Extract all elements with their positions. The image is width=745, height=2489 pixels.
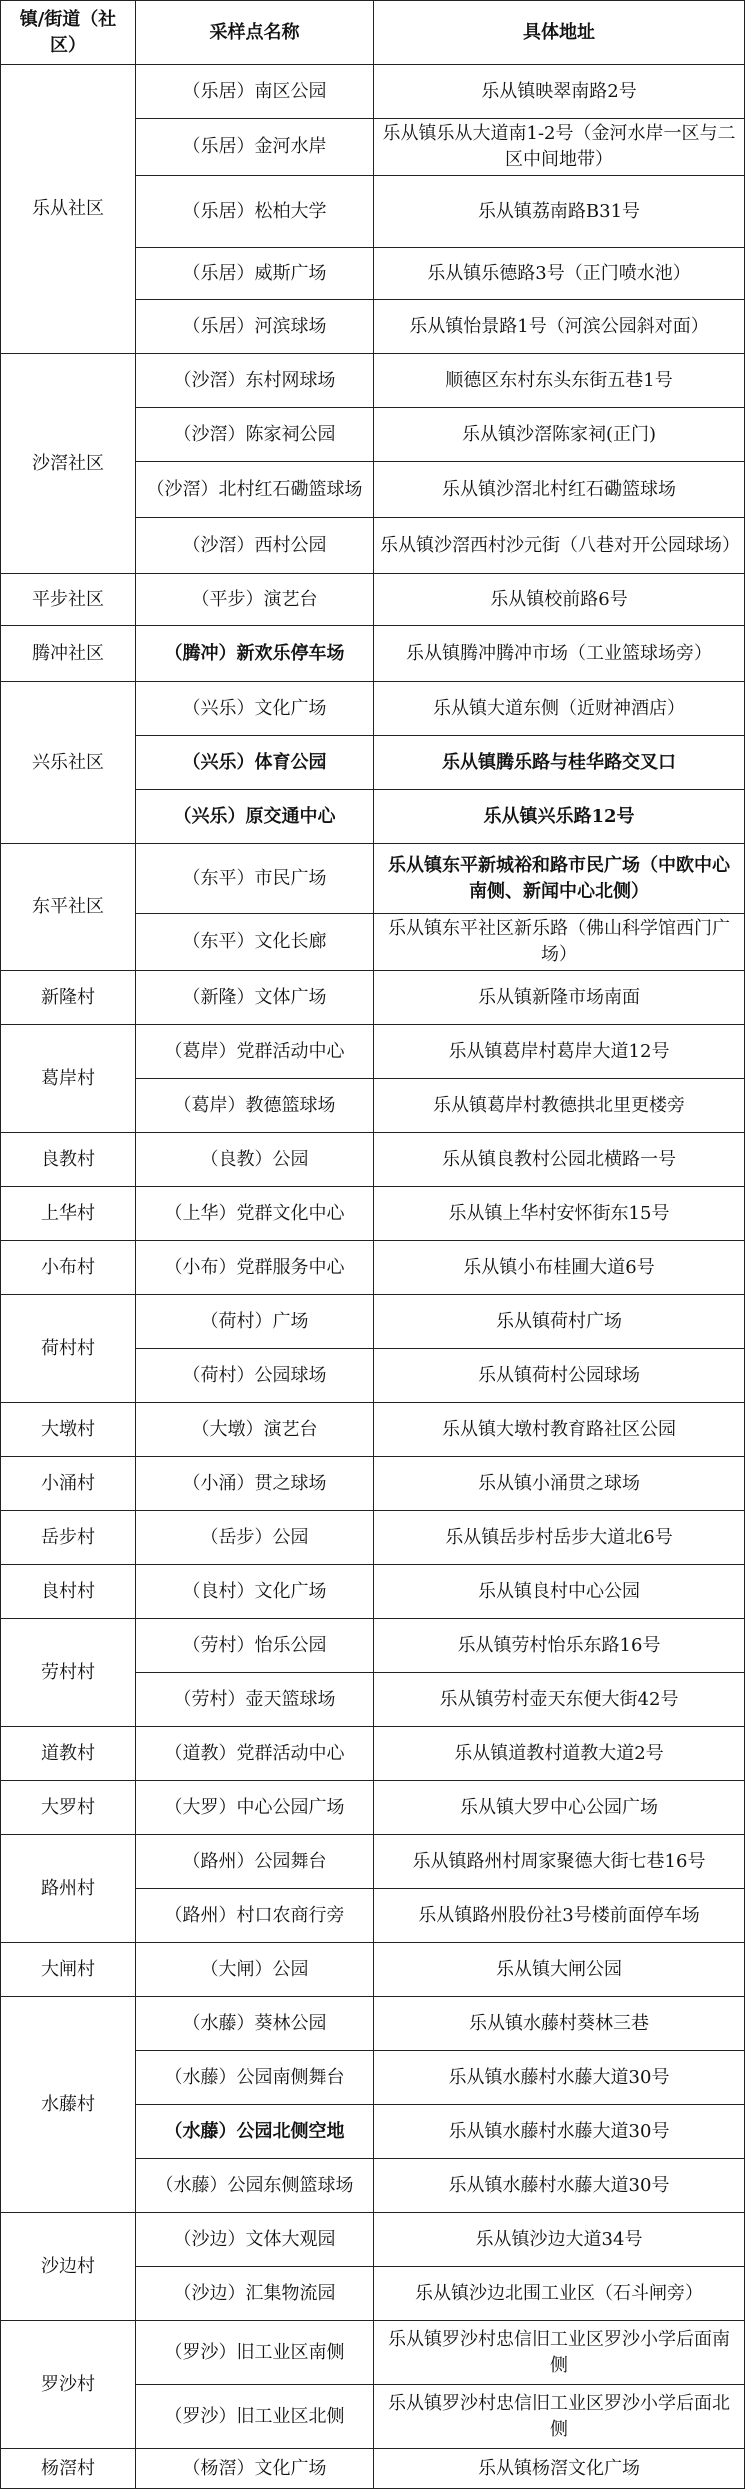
sample-name-cell: （兴乐）体育公园 bbox=[136, 736, 374, 790]
district-cell: 平步社区 bbox=[1, 574, 136, 626]
district-cell: 水藤村 bbox=[1, 1997, 136, 2213]
address-cell: 乐从镇路州村周家聚德大街七巷16号 bbox=[374, 1835, 745, 1889]
sample-name-cell: （水藤）葵林公园 bbox=[136, 1997, 374, 2051]
address-cell: 乐从镇映翠南路2号 bbox=[374, 65, 745, 119]
sample-name-cell: （杨滘）文化广场 bbox=[136, 2449, 374, 2489]
sample-name-cell: （上华）党群文化中心 bbox=[136, 1187, 374, 1241]
table-row bbox=[1, 1403, 745, 1457]
district-cell: 上华村 bbox=[1, 1187, 136, 1241]
address-cell: 乐从镇葛岸村教德拱北里更楼旁 bbox=[374, 1079, 745, 1133]
address-cell: 乐从镇岳步村岳步大道北6号 bbox=[374, 1511, 745, 1565]
table-row bbox=[1, 1565, 745, 1619]
address-cell: 乐从镇荷村公园球场 bbox=[374, 1349, 745, 1403]
table-row bbox=[1, 65, 745, 119]
header-district: 镇/街道（社区） bbox=[1, 1, 136, 65]
district-cell: 葛岸村 bbox=[1, 1025, 136, 1133]
address-cell: 乐从镇劳村壶天东便大街42号 bbox=[374, 1673, 745, 1727]
address-cell: 乐从镇罗沙村忠信旧工业区罗沙小学后面北侧 bbox=[374, 2385, 745, 2449]
district-cell: 岳步村 bbox=[1, 1511, 136, 1565]
sample-name-cell: （路州）公园舞台 bbox=[136, 1835, 374, 1889]
address-cell: 乐从镇小涌贯之球场 bbox=[374, 1457, 745, 1511]
address-cell: 顺德区东村东头东街五巷1号 bbox=[374, 354, 745, 408]
sample-name-cell: （葛岸）教德篮球场 bbox=[136, 1079, 374, 1133]
district-cell: 大闸村 bbox=[1, 1943, 136, 1997]
sample-name-cell: （路州）村口农商行旁 bbox=[136, 1889, 374, 1943]
table-row bbox=[1, 1835, 745, 1889]
address-cell: 乐从镇荷村广场 bbox=[374, 1295, 745, 1349]
sample-name-cell: （道教）党群活动中心 bbox=[136, 1727, 374, 1781]
header-sample: 采样点名称 bbox=[136, 1, 374, 65]
address-cell: 乐从镇新隆市场南面 bbox=[374, 971, 745, 1025]
address-cell: 乐从镇沙滘北村红石磡篮球场 bbox=[374, 462, 745, 518]
district-cell: 荷村村 bbox=[1, 1295, 136, 1403]
sample-name-cell: （大罗）中心公园广场 bbox=[136, 1781, 374, 1835]
sample-name-cell: （劳村）怡乐公园 bbox=[136, 1619, 374, 1673]
address-cell: 乐从镇大闸公园 bbox=[374, 1943, 745, 1997]
address-cell: 乐从镇腾乐路与桂华路交叉口 bbox=[374, 736, 745, 790]
district-cell: 沙边村 bbox=[1, 2213, 136, 2321]
address-cell: 乐从镇东平社区新乐路（佛山科学馆西门广场） bbox=[374, 914, 745, 971]
table-row bbox=[1, 2449, 745, 2489]
table-row bbox=[1, 1295, 745, 1349]
sample-name-cell: （兴乐）原交通中心 bbox=[136, 790, 374, 844]
table-row bbox=[1, 1997, 745, 2051]
sample-name-cell: （小布）党群服务中心 bbox=[136, 1241, 374, 1295]
address-cell: 乐从镇大罗中心公园广场 bbox=[374, 1781, 745, 1835]
table-row bbox=[1, 2321, 745, 2385]
district-cell: 新隆村 bbox=[1, 971, 136, 1025]
district-cell: 道教村 bbox=[1, 1727, 136, 1781]
address-cell: 乐从镇腾冲腾冲市场（工业篮球场旁） bbox=[374, 626, 745, 682]
address-cell: 乐从镇乐从大道南1-2号（金河水岸一区与二区中间地带） bbox=[374, 119, 745, 176]
table-row bbox=[1, 1241, 745, 1295]
district-cell: 大墩村 bbox=[1, 1403, 136, 1457]
sample-name-cell: （新隆）文体广场 bbox=[136, 971, 374, 1025]
address-cell: 乐从镇上华村安怀街东15号 bbox=[374, 1187, 745, 1241]
district-cell: 乐从社区 bbox=[1, 65, 136, 354]
address-cell: 乐从镇沙边北围工业区（石斗闸旁） bbox=[374, 2267, 745, 2321]
sample-name-cell: （水藤）公园南侧舞台 bbox=[136, 2051, 374, 2105]
address-cell: 乐从镇大墩村教育路社区公园 bbox=[374, 1403, 745, 1457]
sample-name-cell: （乐居）威斯广场 bbox=[136, 248, 374, 300]
table-row bbox=[1, 1727, 745, 1781]
address-cell: 乐从镇水藤村水藤大道30号 bbox=[374, 2159, 745, 2213]
sample-name-cell: （荷村）广场 bbox=[136, 1295, 374, 1349]
sample-name-cell: （乐居）松柏大学 bbox=[136, 176, 374, 248]
district-cell: 良教村 bbox=[1, 1133, 136, 1187]
address-cell: 乐从镇沙边大道34号 bbox=[374, 2213, 745, 2267]
district-cell: 小涌村 bbox=[1, 1457, 136, 1511]
address-cell: 乐从镇大道东侧（近财神酒店） bbox=[374, 682, 745, 736]
sample-name-cell: （沙滘）东村网球场 bbox=[136, 354, 374, 408]
address-cell: 乐从镇水藤村水藤大道30号 bbox=[374, 2051, 745, 2105]
sample-name-cell: （大墩）演艺台 bbox=[136, 1403, 374, 1457]
sample-name-cell: （罗沙）旧工业区北侧 bbox=[136, 2385, 374, 2449]
table-row bbox=[1, 1187, 745, 1241]
table-header-row bbox=[1, 1, 745, 65]
table-row bbox=[1, 354, 745, 408]
table-row bbox=[1, 682, 745, 736]
table-row bbox=[1, 971, 745, 1025]
address-cell: 乐从镇罗沙村忠信旧工业区罗沙小学后面南侧 bbox=[374, 2321, 745, 2385]
sample-name-cell: （劳村）壶天篮球场 bbox=[136, 1673, 374, 1727]
sample-name-cell: （沙边）文体大观园 bbox=[136, 2213, 374, 2267]
address-cell: 乐从镇杨滘文化广场 bbox=[374, 2449, 745, 2489]
sample-name-cell: （大闸）公园 bbox=[136, 1943, 374, 1997]
address-cell: 乐从镇道教村道教大道2号 bbox=[374, 1727, 745, 1781]
address-cell: 乐从镇荔南路B31号 bbox=[374, 176, 745, 248]
sample-name-cell: （东平）文化长廊 bbox=[136, 914, 374, 971]
address-cell: 乐从镇乐德路3号（正门喷水池） bbox=[374, 248, 745, 300]
sample-name-cell: （良教）公园 bbox=[136, 1133, 374, 1187]
district-cell: 沙滘社区 bbox=[1, 354, 136, 574]
header-address: 具体地址 bbox=[374, 1, 745, 65]
address-cell: 乐从镇良教村公园北横路一号 bbox=[374, 1133, 745, 1187]
table-row bbox=[1, 1457, 745, 1511]
sample-name-cell: （小涌）贯之球场 bbox=[136, 1457, 374, 1511]
table-row bbox=[1, 574, 745, 626]
address-cell: 乐从镇沙滘西村沙元街（八巷对开公园球场） bbox=[374, 518, 745, 574]
sample-name-cell: （沙滘）北村红石磡篮球场 bbox=[136, 462, 374, 518]
district-cell: 大罗村 bbox=[1, 1781, 136, 1835]
sample-name-cell: （良村）文化广场 bbox=[136, 1565, 374, 1619]
address-cell: 乐从镇水藤村水藤大道30号 bbox=[374, 2105, 745, 2159]
sample-name-cell: （乐居）南区公园 bbox=[136, 65, 374, 119]
district-cell: 杨滘村 bbox=[1, 2449, 136, 2489]
sample-name-cell: （兴乐）文化广场 bbox=[136, 682, 374, 736]
table-row bbox=[1, 1943, 745, 1997]
sample-name-cell: （东平）市民广场 bbox=[136, 844, 374, 914]
address-cell: 乐从镇小布桂圃大道6号 bbox=[374, 1241, 745, 1295]
address-cell: 乐从镇劳村怡乐东路16号 bbox=[374, 1619, 745, 1673]
sample-name-cell: （水藤）公园东侧篮球场 bbox=[136, 2159, 374, 2213]
sample-name-cell: （岳步）公园 bbox=[136, 1511, 374, 1565]
district-cell: 兴乐社区 bbox=[1, 682, 136, 844]
table-row bbox=[1, 844, 745, 914]
address-cell: 乐从镇路州股份社3号楼前面停车场 bbox=[374, 1889, 745, 1943]
address-cell: 乐从镇东平新城裕和路市民广场（中欧中心南侧、新闻中心北侧） bbox=[374, 844, 745, 914]
district-cell: 良村村 bbox=[1, 1565, 136, 1619]
district-cell: 腾冲社区 bbox=[1, 626, 136, 682]
sample-name-cell: （荷村）公园球场 bbox=[136, 1349, 374, 1403]
table-row bbox=[1, 1133, 745, 1187]
sample-name-cell: （沙边）汇集物流园 bbox=[136, 2267, 374, 2321]
address-cell: 乐从镇沙滘陈家祠(正门) bbox=[374, 408, 745, 462]
sample-name-cell: （沙滘）西村公园 bbox=[136, 518, 374, 574]
table-row bbox=[1, 1511, 745, 1565]
address-cell: 乐从镇怡景路1号（河滨公园斜对面） bbox=[374, 300, 745, 354]
district-cell: 劳村村 bbox=[1, 1619, 136, 1727]
table-row bbox=[1, 2213, 745, 2267]
sample-name-cell: （罗沙）旧工业区南侧 bbox=[136, 2321, 374, 2385]
district-cell: 罗沙村 bbox=[1, 2321, 136, 2449]
district-cell: 路州村 bbox=[1, 1835, 136, 1943]
address-cell: 乐从镇良村中心公园 bbox=[374, 1565, 745, 1619]
sample-name-cell: （葛岸）党群活动中心 bbox=[136, 1025, 374, 1079]
sample-name-cell: （沙滘）陈家祠公园 bbox=[136, 408, 374, 462]
district-cell: 东平社区 bbox=[1, 844, 136, 971]
sample-name-cell: （腾冲）新欢乐停车场 bbox=[136, 626, 374, 682]
address-cell: 乐从镇兴乐路12号 bbox=[374, 790, 745, 844]
address-cell: 乐从镇校前路6号 bbox=[374, 574, 745, 626]
sample-name-cell: （乐居）河滨球场 bbox=[136, 300, 374, 354]
table-row bbox=[1, 1619, 745, 1673]
sample-name-cell: （水藤）公园北侧空地 bbox=[136, 2105, 374, 2159]
address-cell: 乐从镇葛岸村葛岸大道12号 bbox=[374, 1025, 745, 1079]
sample-name-cell: （乐居）金河水岸 bbox=[136, 119, 374, 176]
table-row bbox=[1, 1781, 745, 1835]
address-cell: 乐从镇水藤村葵林三巷 bbox=[374, 1997, 745, 2051]
table-row bbox=[1, 626, 745, 682]
table-row bbox=[1, 1025, 745, 1079]
sample-name-cell: （平步）演艺台 bbox=[136, 574, 374, 626]
district-cell: 小布村 bbox=[1, 1241, 136, 1295]
